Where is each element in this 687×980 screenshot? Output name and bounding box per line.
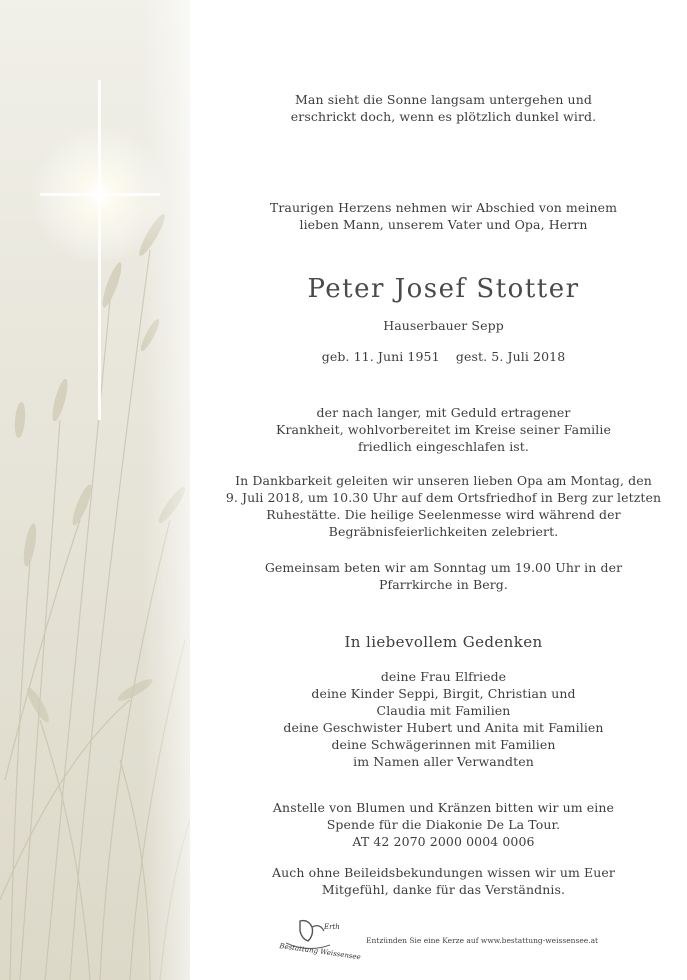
condolence-line: Auch ohne Beileidsbekundungen wissen wir um Euer bbox=[272, 865, 615, 880]
donation-line: Anstelle von Blumen und Kränzen bitten wir um eine bbox=[272, 800, 615, 815]
nickname: Hauserbauer Sepp bbox=[383, 318, 504, 333]
prayer-text bbox=[200, 559, 687, 593]
intro bbox=[200, 199, 687, 233]
prayer-line: Pfarrkirche in Berg. bbox=[379, 577, 508, 592]
intro-line: lieben Mann, unserem Vater und Opa, Herrn bbox=[299, 217, 588, 232]
mourners-list bbox=[200, 668, 687, 770]
candle-link[interactable]: Entzünden Sie eine Kerze auf www.bestattung-weissensee.at bbox=[366, 936, 599, 945]
condolence-line: Mitgefühl, danke für das Verständnis. bbox=[321, 882, 566, 897]
footer bbox=[278, 917, 618, 962]
prayer-line: Gemeinsam beten wir am Sonntag um 19.00 Uhr in der bbox=[264, 560, 623, 575]
motto bbox=[200, 91, 687, 125]
passing-line: der nach langer, mit Geduld ertragener bbox=[316, 405, 571, 420]
passing-line: Krankheit, wohlvorbereitet im Kreise seiner Familie bbox=[276, 422, 611, 437]
donation-line: Spende für die Diakonie De La Tour. bbox=[326, 817, 561, 832]
funeral-text bbox=[200, 472, 687, 540]
mourner-line: deine Schwägerinnen mit Familien bbox=[331, 737, 556, 752]
intro-line: Traurigen Herzens nehmen wir Abschied von meinem bbox=[269, 200, 618, 215]
mourner-line: im Namen aller Verwandten bbox=[353, 754, 534, 769]
donation-iban: AT 42 2070 2000 0004 0006 bbox=[352, 834, 535, 849]
wheat-cross-icon bbox=[0, 0, 190, 980]
life-dates: geb. 11. Juni 1951 gest. 5. Juli 2018 bbox=[321, 349, 566, 364]
funeral-line: 9. Juli 2018, um 10.30 Uhr auf dem Ortsfriedhof in Berg zur letzten bbox=[225, 490, 662, 505]
wheat-cross-image bbox=[0, 0, 190, 980]
passing-line: friedlich eingeschlafen ist. bbox=[357, 439, 530, 454]
mourner-line: Claudia mit Familien bbox=[376, 703, 511, 718]
passing-text bbox=[200, 404, 687, 455]
mourner-line: deine Kinder Seppi, Birgit, Christian und bbox=[311, 686, 576, 701]
deceased-name: Peter Josef Stotter bbox=[307, 274, 580, 304]
memory-heading: In liebevollem Gedenken bbox=[344, 633, 543, 651]
motto-line: Man sieht die Sonne langsam untergehen und bbox=[295, 92, 592, 107]
funeral-home-logo bbox=[278, 917, 362, 962]
funeral-line: Begräbnisfeierlichkeiten zelebriert. bbox=[328, 524, 559, 539]
funeral-line: Ruhestätte. Die heilige Seelenmesse wird während der bbox=[266, 507, 621, 522]
condolence-text bbox=[200, 864, 687, 898]
motto-line: erschrickt doch, wenn es plötzlich dunkel wird. bbox=[290, 109, 597, 124]
obituary-text bbox=[200, 0, 687, 980]
donation-text bbox=[200, 799, 687, 850]
logo-text: Bestattung Weissensee bbox=[278, 942, 362, 962]
mourner-line: deine Frau Elfriede bbox=[380, 669, 507, 684]
mourner-line: deine Geschwister Hubert und Anita mit Familien bbox=[283, 720, 604, 735]
funeral-line: In Dankbarkeit geleiten wir unseren lieben Opa am Montag, den bbox=[235, 473, 652, 488]
logo-small-text: Erth bbox=[324, 923, 340, 931]
